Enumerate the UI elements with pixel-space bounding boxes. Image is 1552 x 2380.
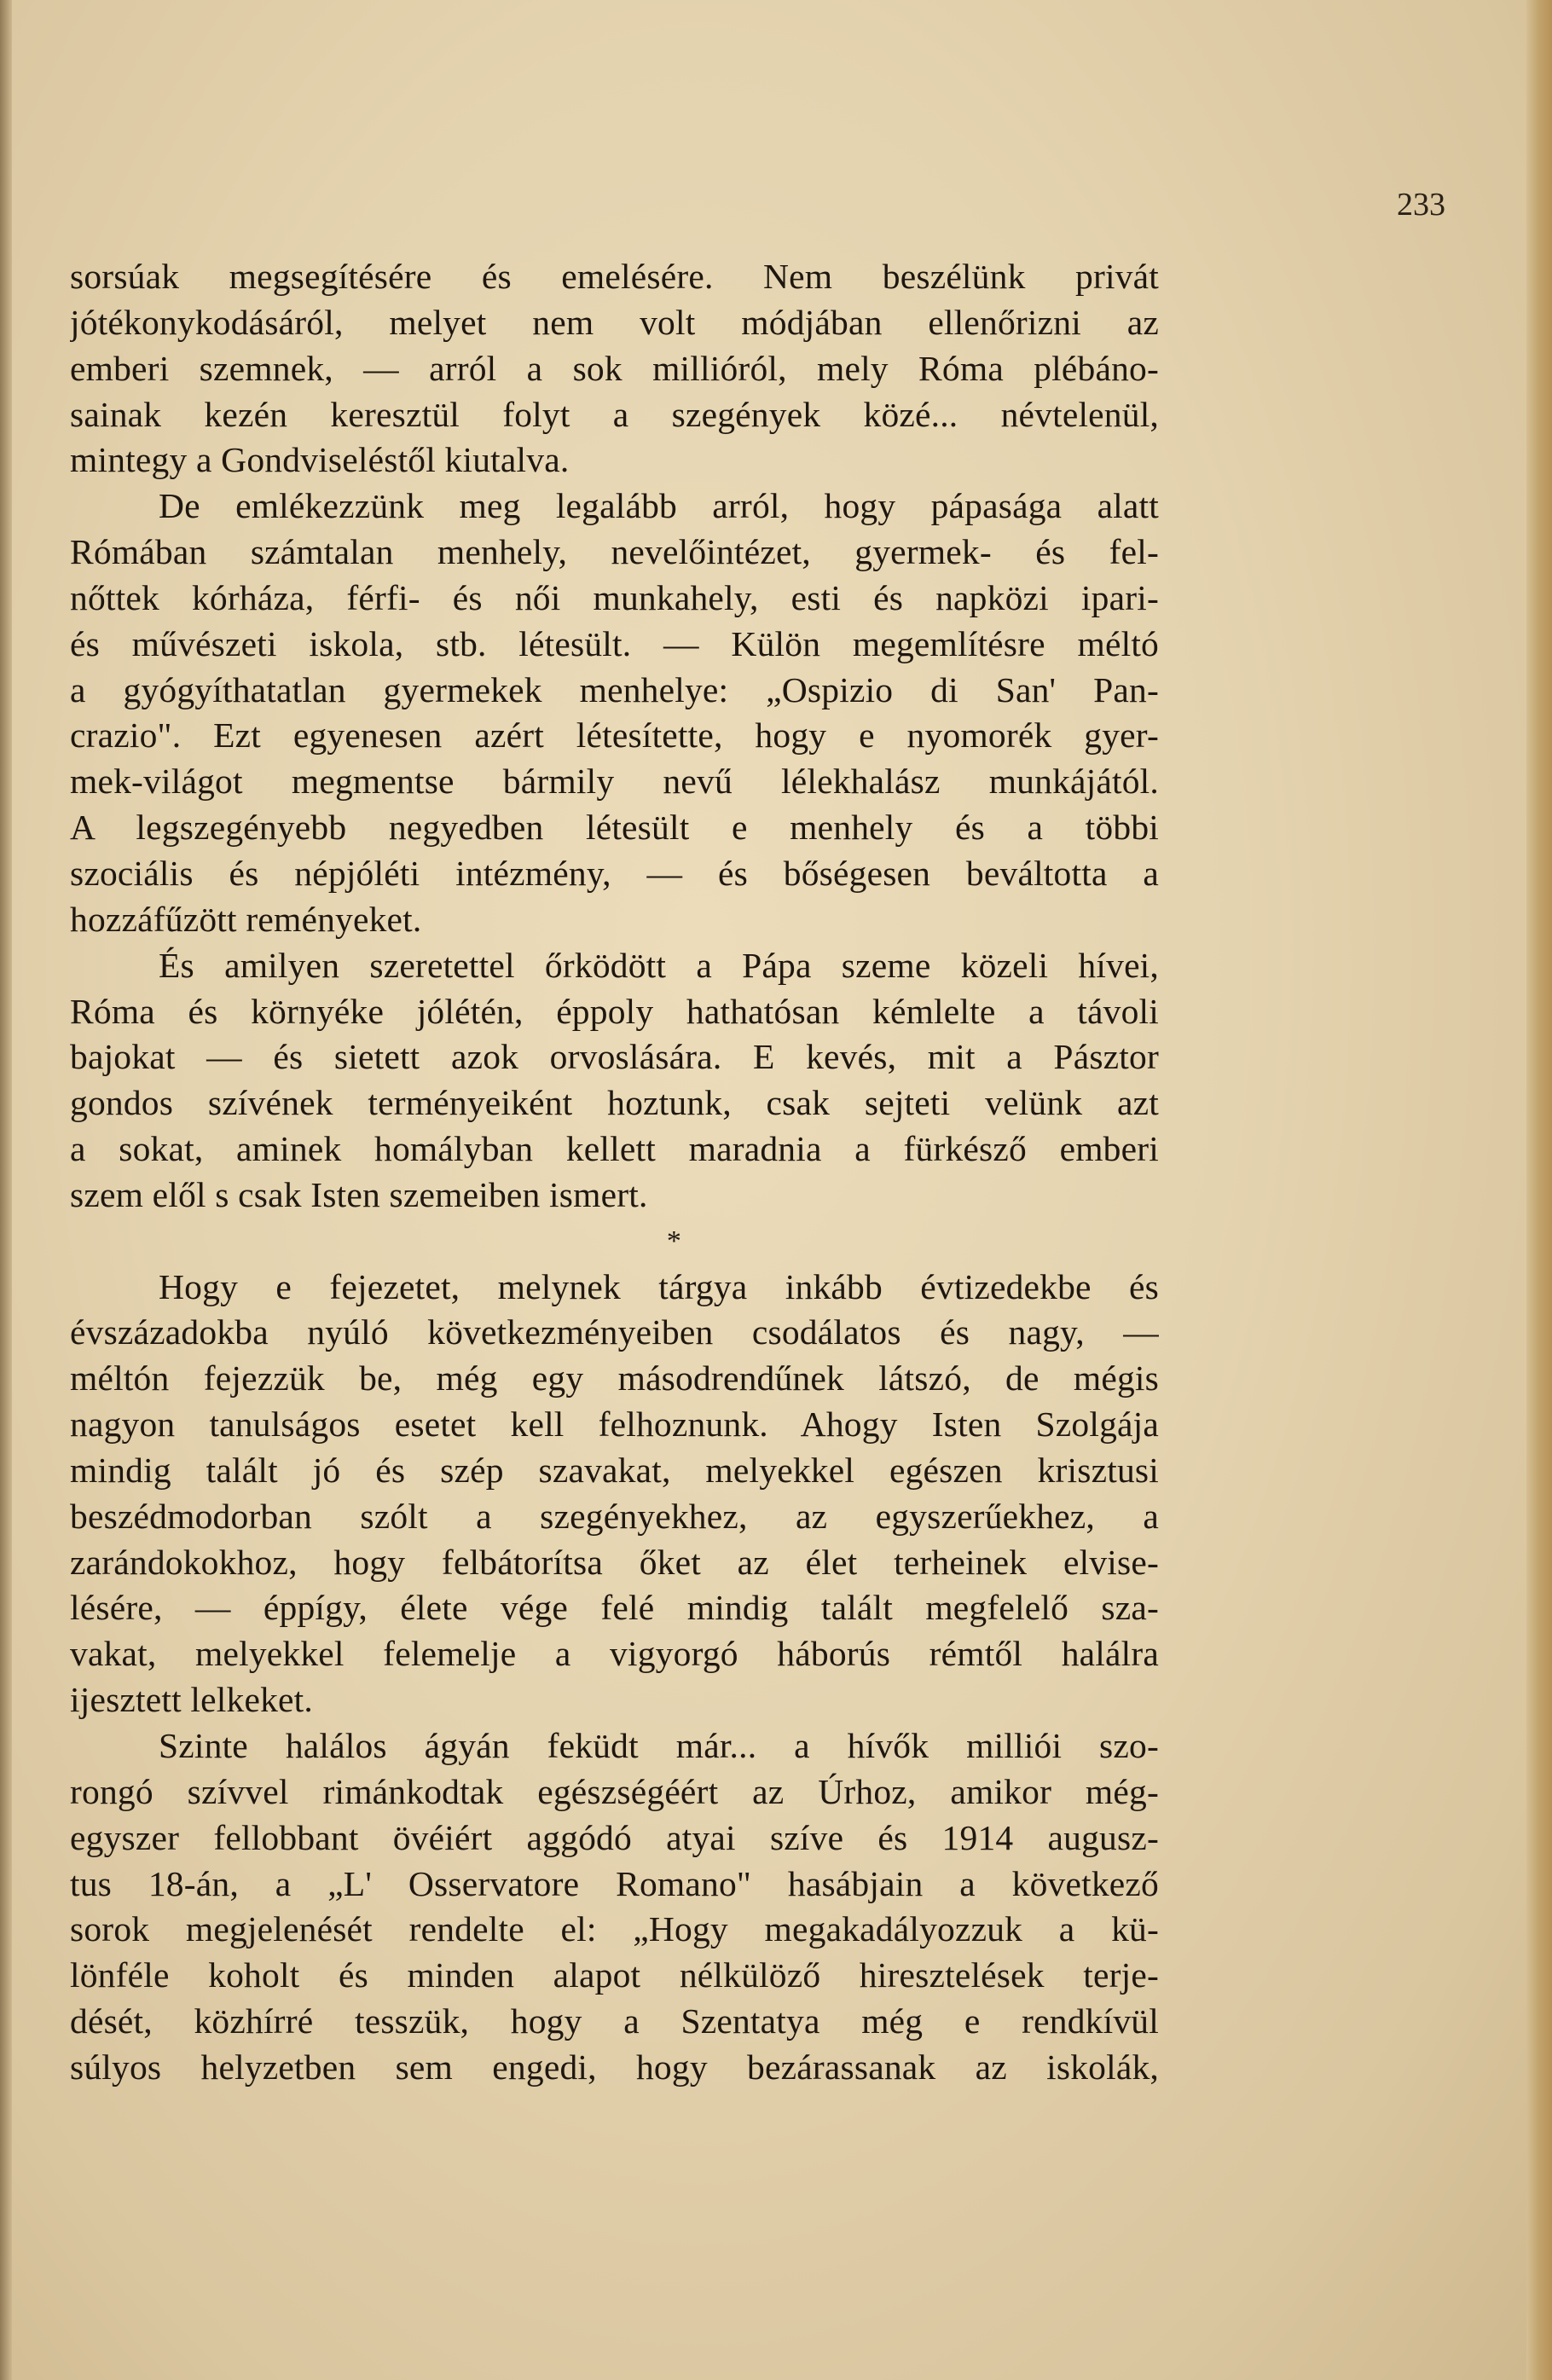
text-line: nőttek kórháza, férfi- és női munkahely, esti és napközi ipari- [70,577,1159,617]
text-line: Hogy e fejezetet, melynek tárgya inkább évtizedekbe és [159,1266,1159,1306]
text-line: Szinte halálos ágyán feküdt már... a hívők milliói szo- [159,1726,1159,1765]
text-line: mek-világot megmentse bármily nevű lélekhalász munkájától. [70,761,1159,802]
text-line: emberi szemnek, — arról a sok millióról, mely Róma plébáno- [70,348,1159,388]
text-line: egyszer fellobbant övéiért aggódó atyai szíve és 1914 augusz- [70,1817,1159,1857]
text-line: mindig talált jó és szép szavakat, melyekkel egészen krisztusi [70,1450,1159,1490]
text-line: sainak kezén keresztül folyt a szegények közé... névtelenül, [70,394,1159,434]
text-line: méltón fejezzük be, még egy másodrendűnek látszó, de mégis [70,1358,1159,1398]
text-line: a gyógyíthatatlan gyermekek menhelye: „Ospizio di San' Pan- [70,669,1159,709]
text-line: gondos szívének terményeiként hoztunk, csak sejteti velünk azt [70,1083,1159,1123]
text-line: és művészeti iskola, stb. létesült. — Külön megemlítésre méltó [70,623,1159,663]
text-line: szociális és népjóléti intézmény, — és bőségesen beváltotta a [70,853,1159,893]
text-line: tus 18-án, a „L' Osservatore Romano" hasábjain a következő [70,1863,1159,1903]
text-line: lésére, — éppígy, élete vége felé mindig talált megfelelő sza- [70,1588,1159,1628]
text-line: rongó szívvel rimánkodtak egészségéért az Úrhoz, amikor még- [70,1771,1159,1811]
text-line: És amilyen szeretettel őrködött a Pápa szeme közeli hívei, [159,945,1159,985]
text-line: hozzáfűzött reményeket. [70,899,422,939]
text-line: ijesztett lelkeket. [70,1680,313,1720]
body-text [70,254,1159,2091]
text-line: évszázadokba nyúló következményeiben csodálatos és nagy, — [70,1312,1159,1352]
text-line: crazio". Ezt egyenesen azért létesítette, hogy e nyomorék gyer- [70,715,1159,756]
text-line: lönféle koholt és minden alapot nélkülöző hiresztelések terje- [70,1955,1159,1995]
text-line: a sokat, aminek homályban kellett maradnia a fürkésző emberi [70,1129,1159,1169]
text-line: szem elől s csak Isten szemeiben ismert. [70,1174,648,1214]
text-line: dését, közhírré tesszük, hogy a Szentatya még e rendkívül [70,2001,1159,2041]
text-line: súlyos helyzetben sem engedi, hogy bezárassanak az iskolák, [70,2047,1159,2087]
page-number: 233 [1397,187,1445,223]
text-line: bajokat — és sietett azok orvoslására. E kevés, mit a Pásztor [70,1037,1159,1077]
text-line: zarándokokhoz, hogy felbátorítsa őket az élet terheinek elvise- [70,1542,1159,1582]
section-separator: * [666,1225,682,1257]
text-line: vakat, melyekkel felemelje a vigyorgó háborús rémtől halálra [70,1634,1159,1674]
text-line: beszédmodorban szólt a szegényekhez, az egyszerűekhez, a [70,1496,1159,1536]
text-line: mintegy a Gondviseléstől kiutalva. [70,440,570,480]
text-line: sorok megjelenését rendelte el: „Hogy megakadályozzuk a kü- [70,1909,1159,1949]
text-line: Rómában számtalan menhely, nevelőintézet, gyermek- és fel- [70,532,1159,572]
page-right-edge [1526,0,1552,2380]
text-line: A legszegényebb negyedben létesült e menhely és a többi [70,808,1159,848]
text-line: Róma és környéke jólétén, éppoly hathatósan kémlelte a távoli [70,991,1159,1031]
text-line: jótékonykodásáról, melyet nem volt módjában ellenőrizni az [70,302,1159,342]
text-line: nagyon tanulságos esetet kell felhoznunk. Ahogy Isten Szolgája [70,1404,1159,1445]
page-left-edge [0,0,12,2380]
text-line: sorsúak megsegítésére és emelésére. Nem beszélünk privát [70,257,1159,296]
text-line: De emlékezzünk meg legalább arról, hogy pápasága alatt [159,486,1159,526]
